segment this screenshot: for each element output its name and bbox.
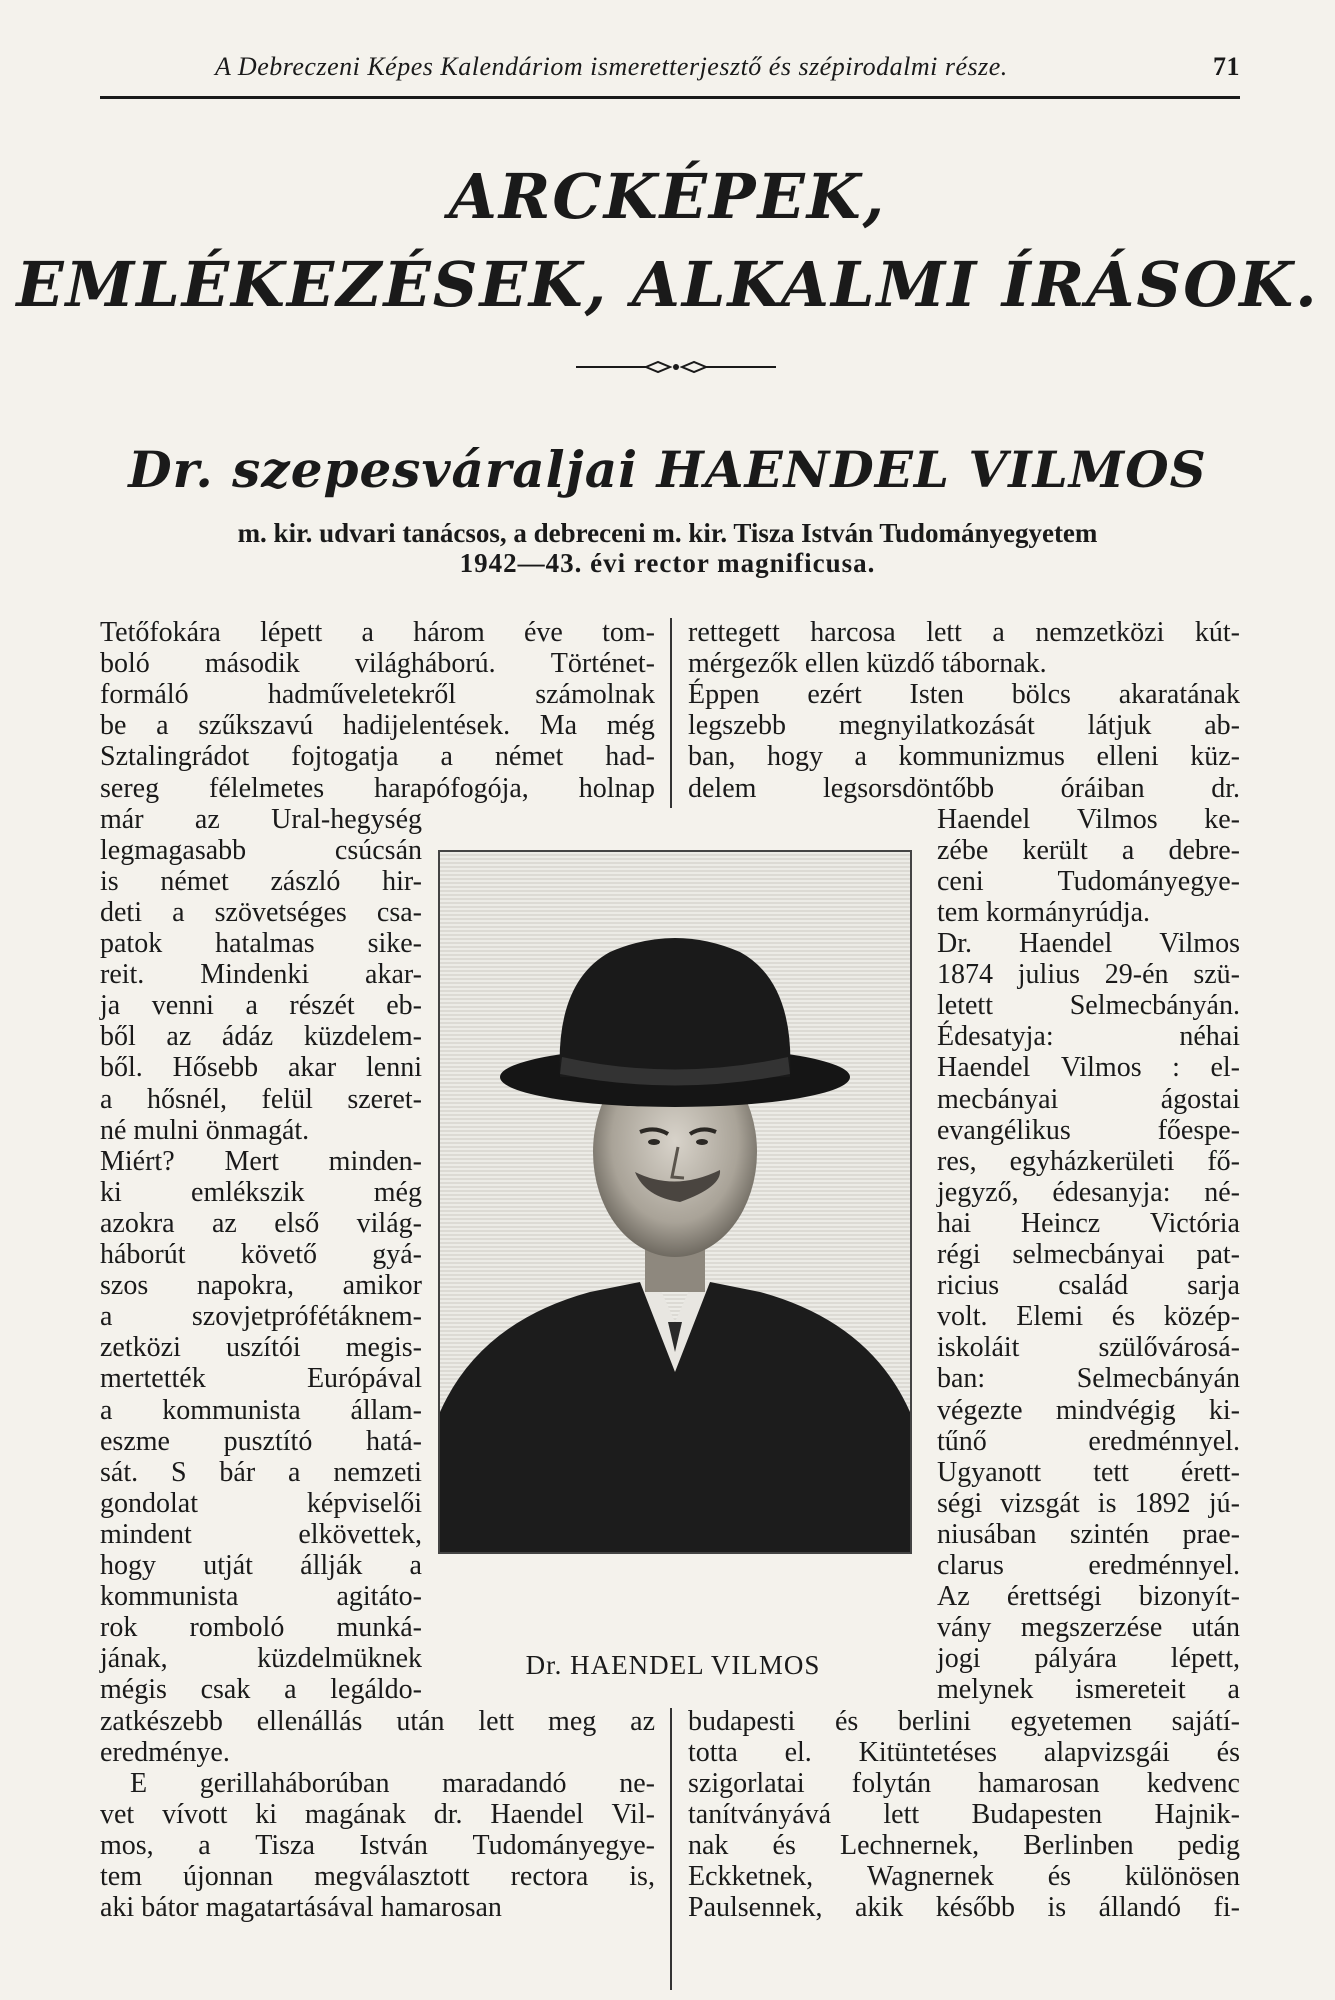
text-line: E gerillaháborúban maradandó ne- — [130, 1767, 655, 1799]
ornament-divider — [576, 358, 776, 376]
text-line: legmagasabb csúcsán — [100, 834, 422, 866]
text-line: a hősnél, felül szeret- — [100, 1083, 422, 1115]
text-line: Az érettségi bizonyít- — [937, 1581, 1240, 1613]
text-line: sát. S bár a nemzeti — [100, 1456, 422, 1488]
text-line: vány megszerzése után — [937, 1612, 1240, 1644]
text-line: iskoláit szülővárosá- — [937, 1332, 1240, 1364]
text-line: legszebb megnyilatkozását látjuk ab- — [688, 710, 1240, 742]
text-line: hogy utját állják a — [100, 1550, 422, 1581]
text-line: Édesatyja: néhai — [937, 1021, 1240, 1053]
text-line: ricius család sarja — [937, 1270, 1240, 1302]
text-line: ségi vizsgát is 1892 jú- — [937, 1487, 1240, 1519]
text-line: zetközi uszítói megis- — [100, 1332, 422, 1364]
text-line: clarus eredménnyel. — [937, 1550, 1240, 1581]
text-line: Haendel Vilmos : el- — [937, 1052, 1240, 1084]
text-line: hai Heincz Victória — [937, 1207, 1240, 1239]
text-line: Tetőfokára lépett a három éve tom- — [100, 617, 655, 648]
text-line: jegyző, édesanyja: né- — [937, 1176, 1240, 1208]
text-line: régi selmecbányai pat- — [937, 1239, 1240, 1270]
page-number: 71 — [1213, 52, 1240, 81]
text-line: Dr. Haendel Vilmos — [937, 928, 1240, 959]
article-subtitle-1: m. kir. udvari tanácsos, a debreceni m. kir. Tisza István Tudományegyetem — [237, 518, 1098, 548]
text-line: mertették Európával — [100, 1363, 422, 1395]
text-line: tem kormányrúdja. — [937, 896, 1151, 928]
text-line: deti a szövetséges csa- — [100, 896, 422, 928]
text-line: Sztalingrádot fojtogatja a német had- — [100, 741, 655, 773]
text-line: ja venni a részét eb- — [100, 990, 422, 1022]
text-line: Haendel Vilmos ke- — [937, 803, 1240, 835]
text-line: letett Selmecbányán. — [937, 990, 1240, 1022]
text-line: ceni Tudományegye- — [937, 865, 1240, 897]
text-line: nak és Lechnernek, Berlinben pedig — [688, 1829, 1240, 1861]
text-line: ki emlékszik még — [100, 1176, 422, 1208]
text-line: tanítványává lett Budapesten Hajnik- — [688, 1798, 1240, 1830]
portrait-illustration — [440, 852, 910, 1552]
text-line: be a szűkszavú hadijelentések. Ma még — [100, 710, 655, 742]
text-line: a kommunista állam- — [100, 1394, 422, 1426]
photo-caption: Dr. HAENDEL VILMOS — [525, 1650, 821, 1680]
text-line: mecbányai ágostai — [937, 1083, 1240, 1115]
text-line: ből. Hősebb akar lenni — [100, 1052, 422, 1084]
text-line: ből az ádáz küzdelem- — [100, 1021, 422, 1053]
text-line: boló második világháború. Történet- — [100, 648, 655, 680]
text-line: már az Ural-hegység — [100, 803, 422, 835]
text-line: melynek ismereteit a — [937, 1674, 1240, 1706]
text-line: háborút követő gyá- — [100, 1239, 422, 1270]
text-line: Paulsennek, akik később is állandó fi- — [688, 1892, 1240, 1924]
text-line: reit. Mindenki akar- — [100, 959, 422, 991]
text-line: rok romboló munká- — [100, 1612, 422, 1644]
text-line: patok hatalmas sike- — [100, 928, 422, 959]
text-line: mégis csak a legáldo- — [100, 1674, 422, 1706]
text-line: formáló hadműveletekről számolnak — [100, 679, 655, 711]
text-line: Éppen ezért Isten bölcs akaratának — [688, 679, 1240, 711]
text-line: rettegett harcosa lett a nemzetközi kút- — [688, 617, 1240, 648]
text-line: totta el. Kitüntetéses alapvizsgái és — [688, 1736, 1240, 1768]
text-line: jogi pályára lépett, — [937, 1643, 1240, 1675]
text-line: mérgezők ellen küzdő tábornak. — [688, 648, 1047, 680]
text-line: aki bátor magatartásával hamarosan — [100, 1892, 502, 1924]
text-line: jának, küzdelmüknek — [100, 1643, 422, 1675]
text-line: ban, hogy a kommunizmus elleni küz- — [688, 741, 1240, 773]
text-line: budapesti és berlini egyetemen sajátí- — [688, 1705, 1240, 1737]
article-name: Dr. szepesváraljai HAENDEL VILMOS — [128, 440, 1207, 499]
column-rule-bottom — [670, 1708, 672, 1990]
text-line: res, egyházkerületi fő- — [937, 1145, 1240, 1177]
text-line: gondolat képviselői — [100, 1487, 422, 1519]
header-rule — [100, 96, 1240, 99]
text-line: Miért? Mert minden- — [100, 1145, 422, 1177]
text-line: szigorlatai folytán hamarosan kedvenc — [688, 1767, 1240, 1799]
text-line: né mulni önmagát. — [100, 1114, 310, 1146]
text-line: sereg félelmetes harapófogója, holnap — [100, 772, 655, 804]
text-line: volt. Elemi és közép- — [937, 1301, 1240, 1333]
text-line: azokra az első világ- — [100, 1207, 422, 1239]
text-line: eszme pusztító hatá- — [100, 1425, 422, 1457]
text-line: 1874 julius 29-én szü- — [937, 959, 1240, 991]
section-title-line-1: ARCKÉPEK, — [448, 160, 887, 233]
text-line: tem újonnan megválasztott rectora is, — [100, 1861, 655, 1892]
article-subtitle-2: 1942—43. évi rector magnificusa. — [459, 548, 876, 578]
text-line: mos, a Tisza István Tudományegye- — [100, 1829, 655, 1861]
text-line: szos napokra, amikor — [100, 1270, 422, 1302]
text-line: delem legsorsdöntőbb óráiban dr. — [688, 772, 1240, 804]
text-line: mindent elkövettek, — [100, 1518, 422, 1550]
text-line: végezte mindvégig ki- — [937, 1394, 1240, 1426]
text-line: kommunista agitáto- — [100, 1581, 422, 1613]
text-line: vet vívott ki magának dr. Haendel Vil- — [100, 1798, 655, 1830]
text-line: zatkészebb ellenállás után lett meg az — [100, 1705, 655, 1737]
text-line: Eckketnek, Wagnernek és különösen — [688, 1861, 1240, 1892]
column-rule-top — [670, 618, 672, 808]
running-head-text: A Debreczeni Képes Kalendáriom ismeretterjesztő és szépirodalmi része. — [215, 52, 1008, 81]
text-line: zébe került a debre- — [937, 834, 1240, 866]
text-line: tűnő eredménnyel. — [937, 1425, 1240, 1457]
portrait-photo — [438, 850, 912, 1554]
text-line: ban: Selmecbányán — [937, 1363, 1240, 1395]
text-line: Ugyanott tett érett- — [937, 1456, 1240, 1488]
text-line: is német zászló hir- — [100, 865, 422, 897]
text-line: niusában szintén prae- — [937, 1518, 1240, 1550]
text-line: evangélikus főespe- — [937, 1114, 1240, 1146]
text-line: eredménye. — [100, 1736, 230, 1768]
text-line: a szovjetprófétáknem- — [100, 1301, 422, 1333]
section-title-line-2: EMLÉKEZÉSEK, ALKALMI ÍRÁSOK. — [16, 248, 1319, 321]
